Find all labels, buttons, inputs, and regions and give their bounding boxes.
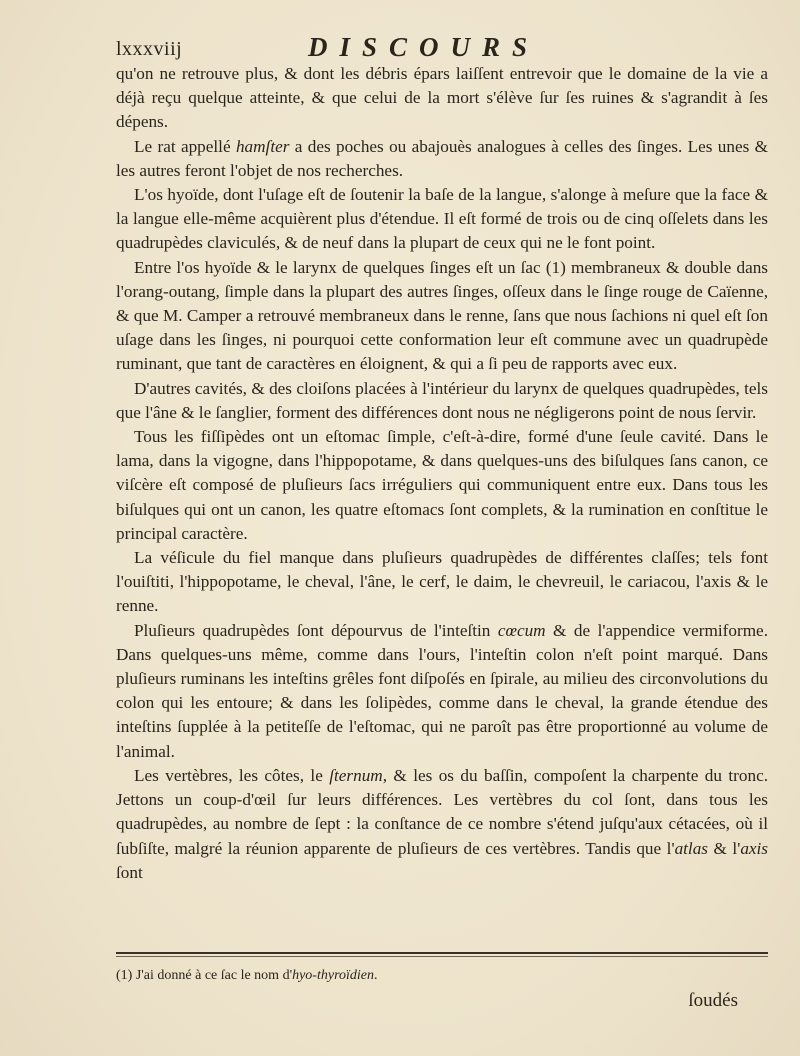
body-text	[116, 62, 768, 885]
paragraph: Pluſieurs quadrupèdes ſont dépourvus de l'inteſtin cœcum & de l'appendice vermiforme. Dans quelques-uns même, comme dans l'ours, l'inteſtin colon n'eſt point marqué. Dans pluſieurs ruminans les inteſtins grêles font diſpoſés en ſpirale, au milieu des circonvolutions du colon qui les entoure; & dans les ſolipèdes, comme dans le cheval, la grande étendue des inteſtins ſupplée à la petiteſſe de l'eſtomac, qui ne paroît pas être proportionné au volume de l'animal.	[116, 620, 768, 761]
paragraph: La véſicule du fiel manque dans pluſieurs quadrupèdes de différentes claſſes; tels font l'ouiſtiti, l'hippopotame, le cheval, l'âne, le cerf, le daim, le chevreuil, le cariacou, l'axis & le renne.	[116, 548, 768, 616]
footnote-rule-thin	[116, 956, 768, 957]
italic-term: hyo-thyroïdien	[292, 968, 374, 983]
paragraph: D'autres cavités, & des cloiſons placées à l'intérieur du larynx de quelques quadrupèdes, tels que l'âne & le ſanglier, forment des différences dont nous ne négligerons point de nous ſervir.	[116, 378, 768, 422]
italic-term: cœcum	[497, 620, 546, 640]
page-number: lxxxviij	[116, 38, 183, 60]
italic-term: ſternum	[329, 765, 383, 785]
paragraph: Tous les fiſſipèdes ont un eſtomac ſimple, c'eſt-à-dire, formé d'une ſeule cavité. Dans le lama, dans la vigogne, dans l'hippopotame, & dans quelques-uns des biſulques ſans canon, ce viſcère eſt composé de pluſieurs ſacs irréguliers qui communiquent entre eux. Dans tous les biſulques qui ont un canon, les quatre eſtomacs ſont complets, & la rumination en conſtitue le principal caractère.	[116, 427, 768, 543]
paragraph: Les vertèbres, les côtes, le ſternum, & les os du baſſin, compoſent la charpente du tronc. Jettons un coup-d'œil ſur leurs différences. Les vertèbres du col ſont, dans tous les quadrupèdes, au nombre de ſept : la conſtance de ce nombre s'étend juſqu'aux cétacées, où il ſubſiſte, malgré la réunion apparente de pluſieurs de ces vertèbres. Tandis que l'atlas & l'axis ſont	[116, 765, 768, 882]
footnote: (1) J'ai donné à ce ſac le nom d'hyo-thyroïdien.	[116, 968, 378, 983]
paragraph: Entre l'os hyoïde & le larynx de quelques ſinges eſt un ſac (1) membraneux & double dans l'orang-outang, ſimple dans la plupart des autres ſinges, oſſeux dans le ſinge rouge de Caïenne, & que M. Camper a retrouvé membraneux dans le renne, ſans que nous ſachions ni quel eſt ſon uſage dans les ſinges, ni pourquoi cette conformation leur eſt commune avec un quadrupède ruminant, que tant de caractères en éloignent, & qui a ſi peu de rapports avec eux.	[116, 257, 768, 374]
paragraph: L'os hyoïde, dont l'uſage eſt de ſoutenir la baſe de la langue, s'alonge à meſure que la face & la langue elle-même acquièrent plus d'étendue. Il eſt formé de trois ou de cinq oſſelets dans les quadrupèdes claviculés, & de neuf dans la plupart de ceux qui ne le font point.	[116, 185, 768, 253]
catchword: ſoudés	[688, 990, 738, 1011]
italic-term: hamſter	[235, 136, 290, 156]
running-title: DISCOURS	[308, 32, 540, 62]
footnote-rule	[116, 952, 768, 954]
italic-term: axis	[740, 838, 768, 858]
paragraph: qu'on ne retrouve plus, & dont les débris épars laiſſent entrevoir que le domaine de la vie a déjà reçu quelque atteinte, & que celui de la mort s'élève ſur ſes ruines & s'agrandit à ſes dépens.	[116, 64, 768, 132]
italic-term: atlas	[674, 838, 708, 858]
paragraph: Le rat appellé hamſter a des poches ou abajouès analogues à celles des ſinges. Les unes & les autres feront l'objet de nos recherches.	[116, 136, 768, 180]
